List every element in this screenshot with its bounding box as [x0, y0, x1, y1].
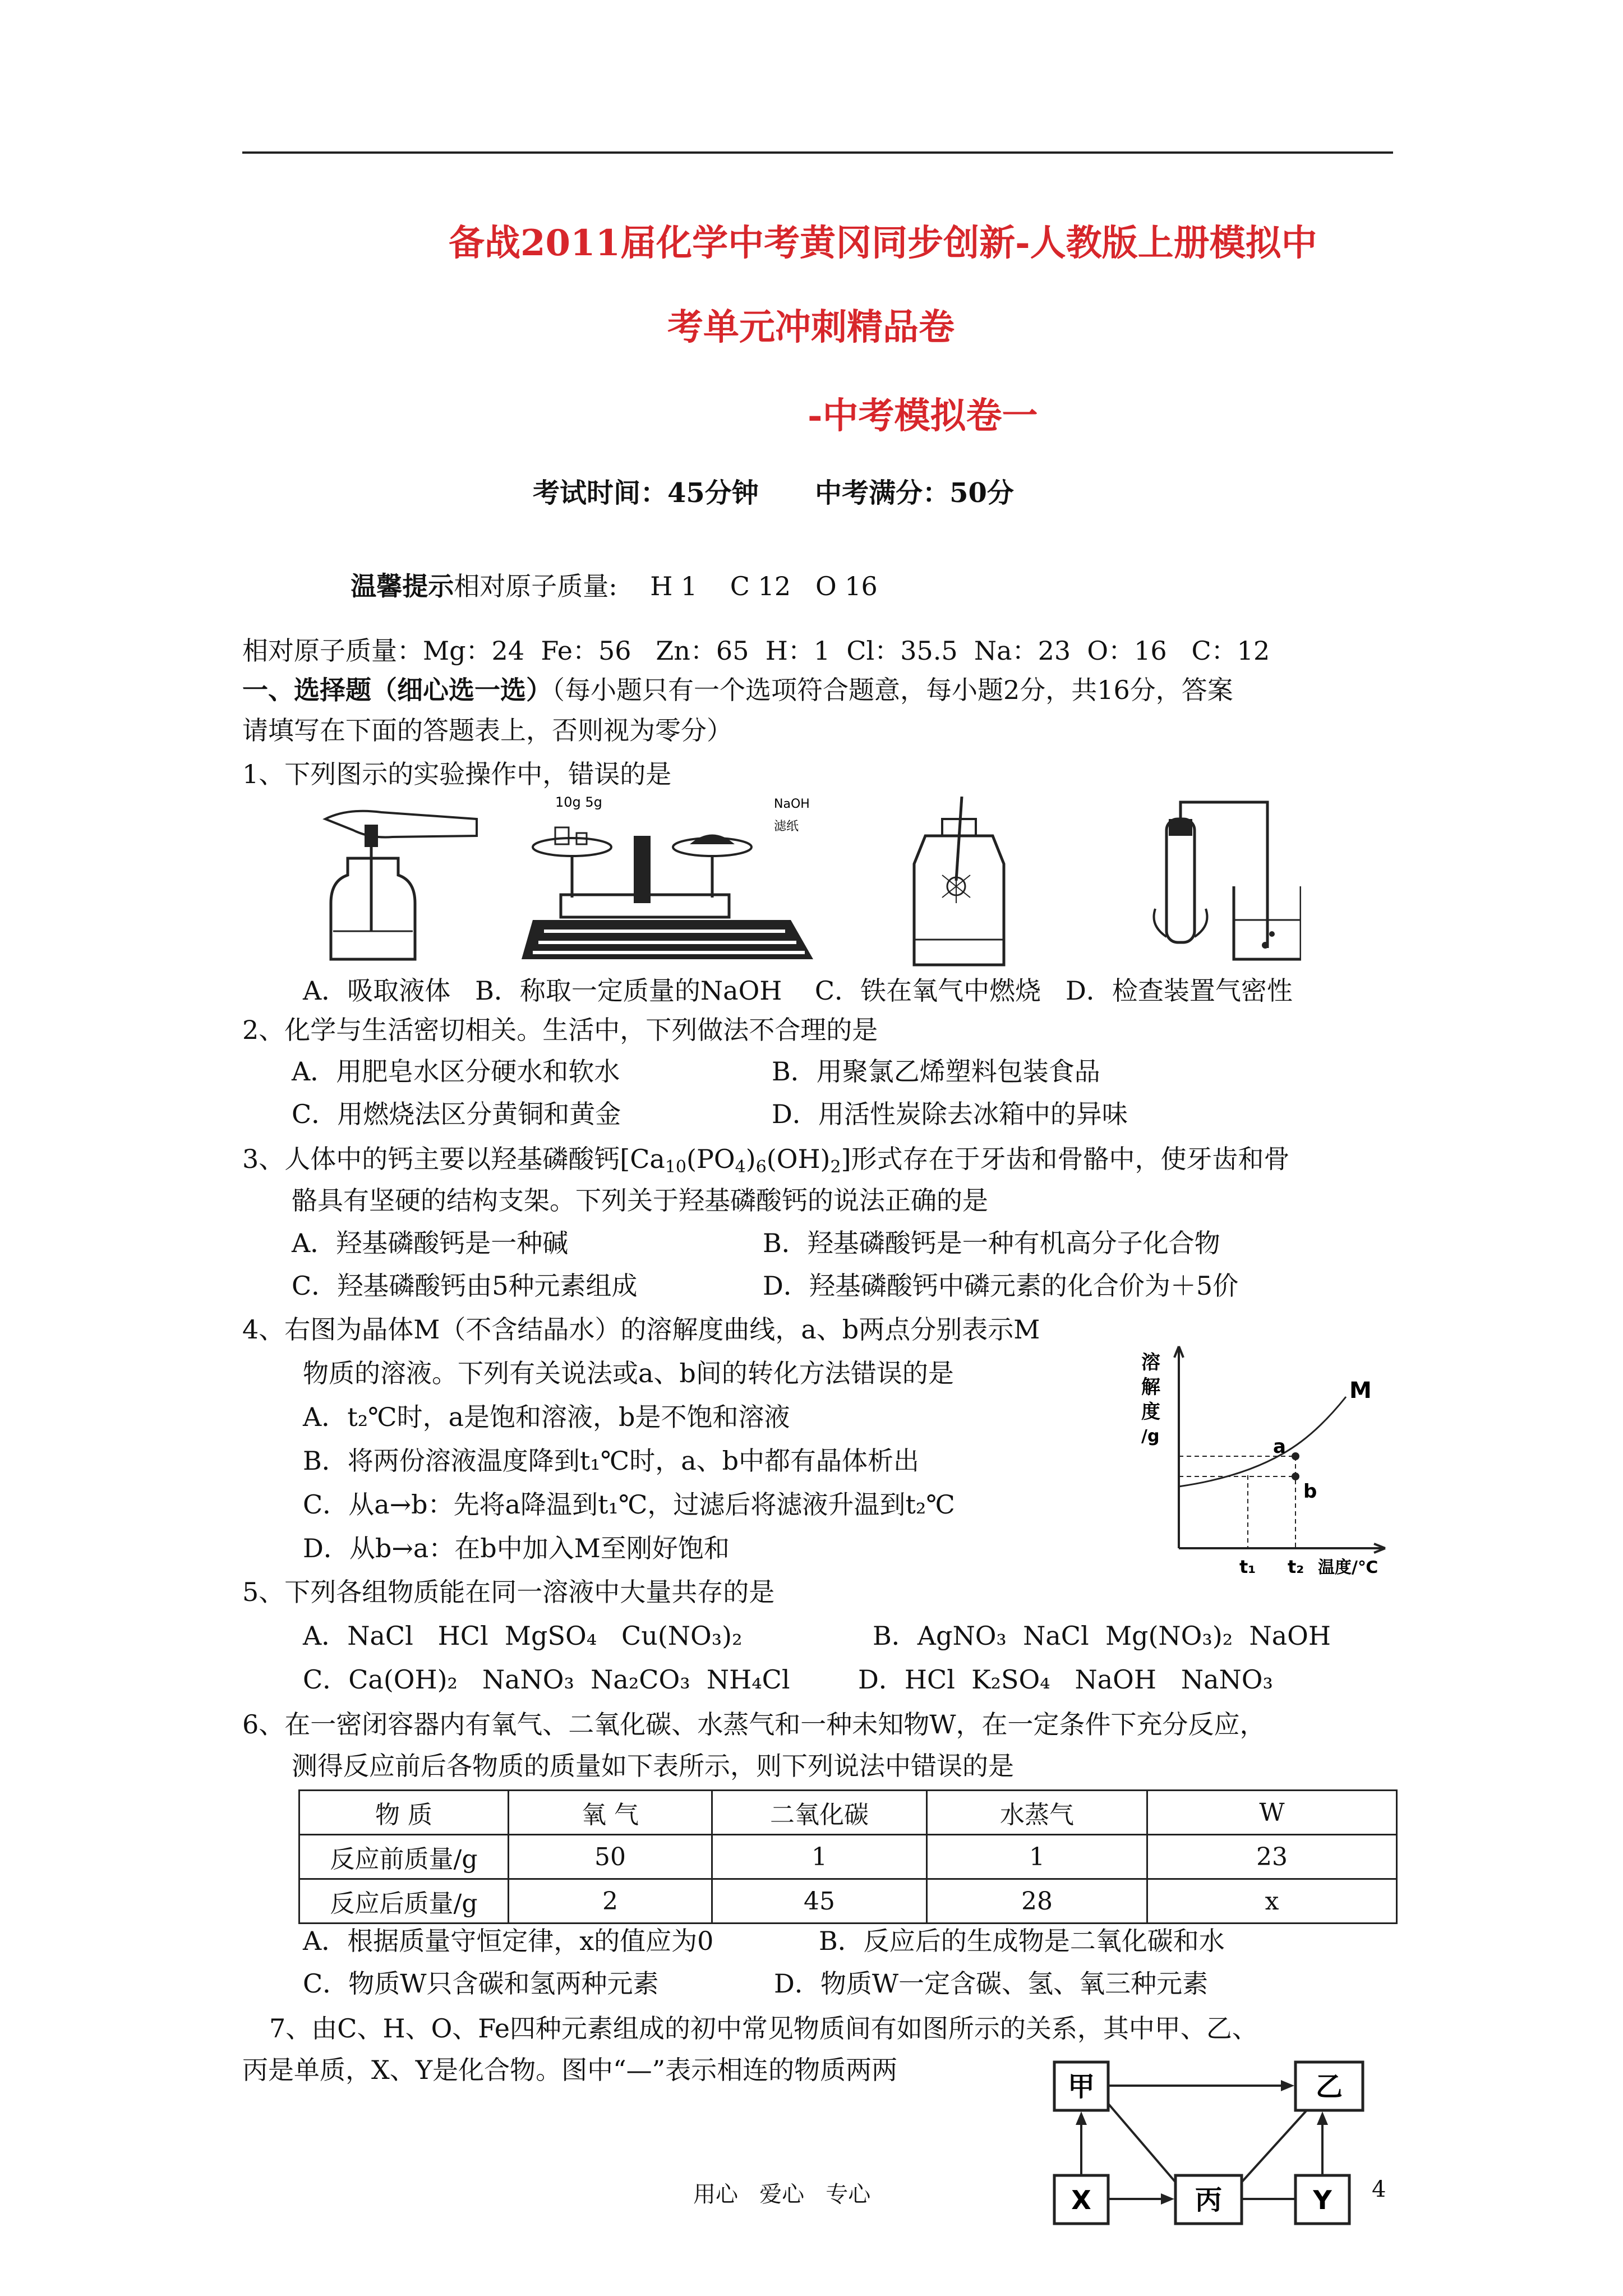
q4-stem-1: 4、右图为晶体M（不含结晶水）的溶解度曲线，a、b两点分别表示M: [242, 1314, 1040, 1345]
table-cell: 反应前质量/g: [299, 1835, 509, 1879]
table-cell: 反应后质量/g: [299, 1879, 509, 1924]
q4-option-b: B．将两份溶液温度降到t₁℃时，a、b中都有晶体析出: [303, 1446, 920, 1476]
q3-oh: (OH): [766, 1144, 831, 1174]
q3-sub-o: 4: [735, 1157, 746, 1177]
hand-grip: [1154, 909, 1207, 937]
page-number: 4: [1372, 2177, 1386, 2202]
q5-option-c: C．Ca(OH)₂ NaNO₃ Na₂CO₃ NH₄Cl: [303, 1664, 790, 1695]
airtightness-figure: [1133, 797, 1301, 970]
line-jia-bing: [1108, 2104, 1175, 2182]
table-cell: 2: [509, 1879, 712, 1924]
table-cell: 28: [927, 1879, 1147, 1924]
q3-option-c: C．羟基磷酸钙由5种元素组成: [292, 1271, 638, 1301]
label-yi: 乙: [1315, 2071, 1343, 2102]
arrowhead-x-jia: [1076, 2111, 1087, 2125]
dropper-bulb: [365, 825, 378, 847]
tip-line: [334, 536, 878, 603]
bubble-1: [1262, 942, 1269, 949]
q2-option-b: B．用聚氯乙烯塑料包装食品: [772, 1056, 1100, 1087]
tip-text: 相对原子质量: H 1 C 12 O 16: [454, 571, 878, 601]
iron-wire: [956, 797, 962, 881]
graph-ylabel-2: 解: [1141, 1376, 1160, 1398]
table-cell: 23: [1147, 1835, 1397, 1879]
table-header-cell: 二氧化碳: [712, 1791, 927, 1835]
line-bing-yi: [1242, 2110, 1307, 2182]
relationship-diagram: [1043, 2053, 1402, 2233]
t2-label: t₂: [1288, 1556, 1304, 1577]
point-b-marker: [1292, 1473, 1299, 1480]
mass-table: [298, 1789, 1398, 1924]
section-1-instructions-a: （每小题只有一个选项符合题意，每小题2分，共16分，答案: [552, 675, 1233, 705]
section-1-instructions-b: 请填写在下面的答题表上，否则视为零分）: [242, 715, 732, 746]
q3-sub-ca: 10: [665, 1157, 687, 1177]
table-header-cell: W: [1147, 1791, 1397, 1835]
section-1-heading: 一、选择题（细心选一选）: [242, 675, 552, 705]
test-tube: [1166, 819, 1195, 942]
solubility-curve-m: [1179, 1397, 1346, 1487]
label-x: X: [1071, 2185, 1091, 2215]
q6-stem-1: 6、在一密闭容器内有氧气、二氧化碳、水蒸气和一种未知物W，在一定条件下充分反应，: [242, 1709, 1266, 1740]
t1-label: t₁: [1239, 1556, 1256, 1577]
table-row: [299, 1879, 1397, 1924]
iron-combustion-figure: [909, 797, 1009, 970]
q5-option-d: D．HCl K₂SO₄ NaOH NaNO₃: [858, 1664, 1273, 1695]
q6-option-d: D．物质W一定含碳、氢、氧三种元素: [774, 1968, 1209, 1999]
label-y: Y: [1313, 2185, 1332, 2215]
q5-option-a: A．NaCl HCl MgSO₄ Cu(NO₃)₂: [303, 1621, 743, 1651]
weights-label: 10g 5g: [555, 794, 602, 810]
q6-option-c: C．物质W只含碳和氢两种元素: [303, 1968, 659, 1999]
table-cell: 1: [712, 1835, 927, 1879]
table-header-row: [299, 1791, 1397, 1835]
reagent-bottle: [331, 858, 415, 959]
label-jia: 甲: [1067, 2071, 1095, 2102]
title-line-1: 备战2011届化学中考黄冈同步创新-人教版上册模拟中: [449, 222, 1317, 264]
arrowhead-x-bing: [1161, 2193, 1174, 2205]
q3-stem-pre: 3、人体中的钙主要以羟基磷酸钙[Ca: [242, 1144, 665, 1174]
dropper-figure: [314, 797, 482, 965]
weight-10g: [555, 827, 569, 844]
graph-ylabel-1: 溶: [1141, 1351, 1160, 1374]
section-1-heading-line: [242, 673, 1233, 707]
table-header-cell: 氧 气: [509, 1791, 712, 1835]
q3-paren: ): [745, 1144, 756, 1174]
table-header-cell: 物 质: [299, 1791, 509, 1835]
q1-options: A．吸取液体 B．称取一定质量的NaOH C．铁在氧气中燃烧 D．检查装置气密性: [303, 976, 1293, 1006]
q3-stem-post: ]形式存在于牙齿和骨骼中，使牙齿和骨: [841, 1144, 1290, 1174]
q1-stem: 1、下列图示的实验操作中，错误的是: [242, 759, 672, 789]
exam-info: 考试时间：45分钟 中考满分：50分: [533, 477, 1014, 509]
graph-ylabel-3: 度: [1141, 1401, 1160, 1423]
q4-option-c: C．从a→b：先将a降温到t₁℃，过滤后将滤液升温到t₂℃: [303, 1489, 955, 1520]
solubility-graph: [1133, 1335, 1391, 1588]
subtitle: -中考模拟卷一: [808, 395, 1038, 437]
table-row: [299, 1835, 1397, 1879]
tip-label: 温馨提示: [351, 571, 454, 601]
q3-po: (PO: [686, 1144, 735, 1174]
hand-outline: [325, 811, 477, 838]
table-header-cell: 水蒸气: [927, 1791, 1147, 1835]
q2-option-a: A．用肥皂水区分硬水和软水: [292, 1056, 620, 1087]
balance-figure: [522, 791, 836, 970]
filter-paper-label: 滤纸: [774, 820, 799, 834]
naoh-label: NaOH: [774, 797, 810, 811]
q3-stem: [242, 1142, 1290, 1184]
stopper: [1169, 819, 1192, 836]
left-pan: [533, 838, 611, 856]
table-cell: 45: [712, 1879, 927, 1924]
graph-ylabel-4: /g: [1141, 1427, 1160, 1446]
atomic-masses: 相对原子质量：Mg：24 Fe：56 Zn：65 H：1 Cl：35.5 Na：23 O：16 C：12: [242, 636, 1270, 666]
point-a-marker: [1292, 1452, 1299, 1460]
q2-stem: 2、化学与生活密切相关。生活中，下列做法不合理的是: [242, 1015, 878, 1045]
q7-stem-2: 丙是单质，X、Y是化合物。图中“—”表示相连的物质两两: [242, 2055, 898, 2085]
bubble-2: [1269, 931, 1275, 937]
q4-option-d: D．从b→a：在b中加入M至刚好饱和: [303, 1533, 730, 1563]
q3-option-d: D．羟基磷酸钙中磷元素的化合价为＋5价: [763, 1271, 1239, 1301]
center-pillar: [634, 836, 651, 903]
top-rule: [242, 151, 1393, 154]
curve-label-m: M: [1349, 1378, 1372, 1404]
arrowhead-jia-yi: [1281, 2080, 1294, 2091]
table-cell: 1: [927, 1835, 1147, 1879]
q5-stem: 5、下列各组物质能在同一溶液中大量共存的是: [242, 1577, 775, 1607]
arrowhead-y-yi: [1317, 2111, 1328, 2125]
q5-option-b: B．AgNO₃ NaCl Mg(NO₃)₂ NaOH: [873, 1621, 1331, 1651]
label-bing: 丙: [1195, 2184, 1223, 2216]
q4-option-a: A．t₂℃时，a是饱和溶液，b是不饱和溶液: [303, 1402, 790, 1432]
q4-stem-2: 物质的溶液。下列有关说法或a、b间的转化方法错误的是: [303, 1358, 954, 1388]
q6-stem-2: 测得反应前后各物质的质量如下表所示，则下列说法中错误的是: [292, 1751, 1014, 1781]
point-a-label: a: [1273, 1435, 1286, 1458]
q6-option-a: A．根据质量守恒定律，x的值应为0: [303, 1926, 714, 1956]
q7-stem-1: 7、由C、H、O、Fe四种元素组成的初中常见物质间有如图所示的关系，其中甲、乙、: [269, 2013, 1258, 2044]
footer-motto: 用心 爱心 专心: [693, 2182, 871, 2207]
q6-option-b: B．反应后的生成物是二氧化碳和水: [819, 1926, 1225, 1956]
title-line-2: 考单元冲刺精品卷: [667, 306, 955, 348]
q3-stem-2: 骼具有坚硬的结构支架。下列关于羟基磷酸钙的说法正确的是: [292, 1185, 988, 1216]
q3-sub-oh: 2: [830, 1157, 841, 1177]
q2-option-c: C．用燃烧法区分黄铜和黄金: [292, 1099, 621, 1129]
table-cell: 50: [509, 1835, 712, 1879]
q2-option-d: D．用活性炭除去冰箱中的异味: [772, 1099, 1128, 1129]
q3-option-a: A．羟基磷酸钙是一种碱: [292, 1228, 569, 1258]
q3-option-b: B．羟基磷酸钙是一种有机高分子化合物: [763, 1228, 1220, 1258]
q3-sub-po4: 6: [755, 1157, 767, 1177]
point-b-label: b: [1303, 1480, 1317, 1503]
table-cell: x: [1147, 1879, 1397, 1924]
graph-xlabel: 温度/℃: [1318, 1558, 1378, 1577]
